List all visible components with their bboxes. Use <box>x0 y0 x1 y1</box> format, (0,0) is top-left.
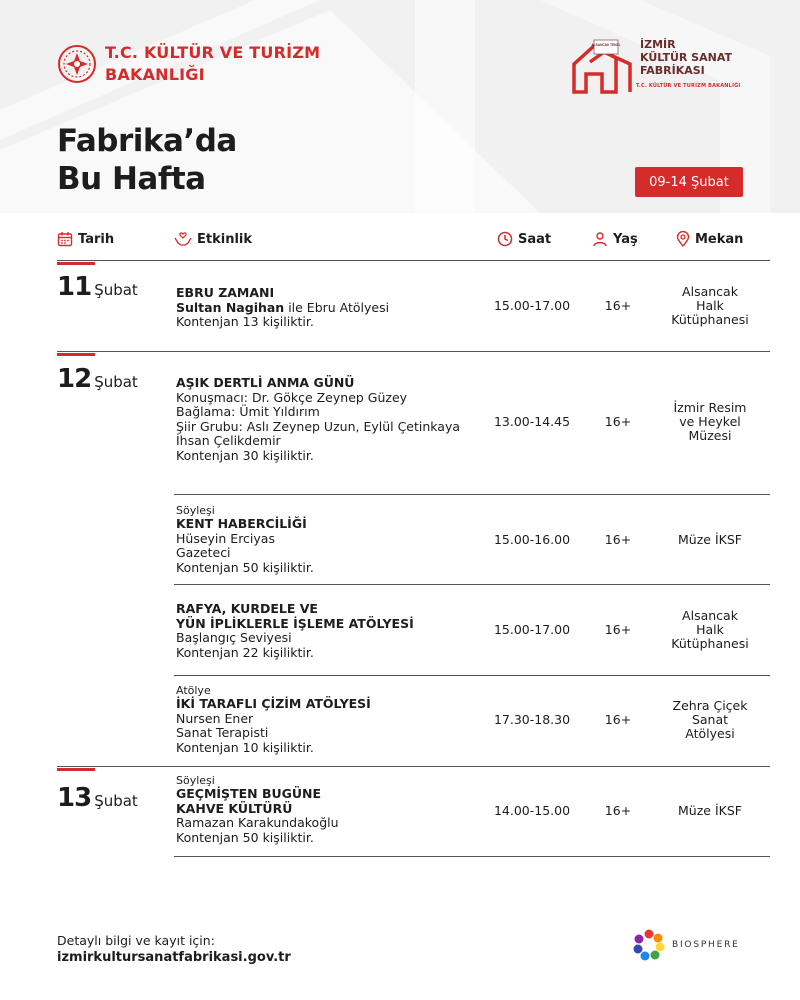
event-time: 14.00-15.00 <box>493 803 571 818</box>
calendar-icon <box>57 231 73 247</box>
column-header-saat <box>497 231 551 247</box>
day-label-12 <box>57 364 138 394</box>
event-age: 16+ <box>604 414 632 429</box>
event-detail: İhsan Çelikdemir <box>176 433 281 448</box>
event-venue <box>650 285 770 327</box>
event-name: KENT HABERCİLİĞİ <box>176 516 307 531</box>
event-venue-line: ve Heykel <box>679 414 741 429</box>
event-time: 17.30-18.30 <box>493 712 571 727</box>
day-label-13 <box>57 783 138 813</box>
day-number: 13 <box>57 783 92 813</box>
event-age: 16+ <box>604 298 632 313</box>
fabrika-subtitle: T.C. KÜLTÜR VE TURİZM BAKANLIĞI <box>636 83 741 89</box>
divider <box>174 494 770 495</box>
event-name-line: KAHVE KÜLTÜRÜ <box>176 800 293 816</box>
hands-heart-icon <box>174 231 192 247</box>
biosphere-text: BIOSPHERE <box>672 940 740 950</box>
event-venue <box>650 804 770 818</box>
event-detail: Sanat Terapisti <box>176 725 269 740</box>
divider <box>174 856 770 857</box>
column-header-yas <box>592 231 638 247</box>
person-icon <box>592 231 608 247</box>
event-capacity: Kontenjan 50 kişiliktir. <box>176 559 314 575</box>
footer-info-text: Detaylı bilgi ve kayıt için: <box>57 933 215 948</box>
event-detail: Başlangıç Seviyesi <box>176 630 292 645</box>
fabrika-house-icon <box>572 38 636 94</box>
column-header-mekan-label: Mekan <box>695 231 744 247</box>
event-host-rest: ile Ebru Atölyesi <box>284 299 390 315</box>
event-age: 16+ <box>604 532 632 547</box>
event-detail: Konuşmacı: Dr. Gökçe Zeynep Güzey <box>176 389 408 405</box>
event-kent-haberciligi <box>176 504 314 575</box>
fabrika-name-line1: İZMİR <box>640 38 676 51</box>
event-rafya-kurdele <box>176 602 414 660</box>
event-capacity: Kontenjan 50 kişiliktir. <box>176 829 314 845</box>
event-venue-line: Atölyesi <box>685 726 735 741</box>
biosphere-flower-icon <box>632 928 666 962</box>
event-venue-line: Zehra Çiçek <box>672 698 748 713</box>
divider <box>57 766 770 767</box>
event-age: 16+ <box>604 712 632 727</box>
event-venue-line: Halk <box>696 298 724 313</box>
event-gecmisten-bugune <box>176 774 339 845</box>
logo-badge-text: ALSANCAK TEKEL <box>591 43 621 47</box>
ministry-seal-icon <box>57 44 97 84</box>
column-header-mekan <box>676 231 743 247</box>
divider <box>57 351 770 352</box>
day-number: 11 <box>57 272 92 302</box>
day-month: Şubat <box>94 281 138 299</box>
event-asik-dertli <box>176 376 460 463</box>
website-link[interactable]: izmirkultursanatfabrikasi.gov.tr <box>57 950 291 965</box>
divider <box>174 675 770 676</box>
page-title <box>57 122 237 198</box>
clock-icon <box>497 231 513 247</box>
event-time: 15.00-17.00 <box>493 622 571 637</box>
event-venue-line: Kütüphanesi <box>671 312 749 327</box>
column-header-tarih <box>57 231 114 247</box>
event-ebru-zamani <box>176 286 389 330</box>
header-banner <box>0 0 800 213</box>
day-marker <box>57 353 95 356</box>
event-detail: Şiir Grubu: Aslı Zeynep Uzun, Eylül Çetinkaya <box>176 418 461 434</box>
event-venue <box>650 609 770 651</box>
fabrika-name-line2: KÜLTÜR SANAT <box>640 51 732 64</box>
column-header-saat-label: Saat <box>518 231 552 247</box>
event-venue <box>650 401 770 443</box>
event-venue-line: Kütüphanesi <box>671 636 749 651</box>
event-name-line: GEÇMİŞTEN BUGÜNE <box>176 786 322 801</box>
event-category: Söyleşi <box>176 774 215 787</box>
event-capacity: Kontenjan 30 kişiliktir. <box>176 447 314 463</box>
ministry-logo <box>57 42 320 86</box>
column-header-etkinlik-label: Etkinlik <box>197 231 253 247</box>
event-detail: Gazeteci <box>176 545 231 560</box>
column-header-yas-label: Yaş <box>613 231 638 247</box>
footer-info <box>57 932 291 966</box>
ministry-name-line1: T.C. KÜLTÜR VE TURİZM <box>105 43 321 62</box>
event-age: 16+ <box>604 622 632 637</box>
event-venue <box>650 699 770 741</box>
event-name: AŞIK DERTLİ ANMA GÜNÜ <box>176 375 355 390</box>
event-age: 16+ <box>604 803 632 818</box>
divider <box>174 584 770 585</box>
event-venue-line: İzmir Resim <box>673 400 747 415</box>
event-host-name: Sultan Nagihan <box>176 299 285 315</box>
day-month: Şubat <box>94 373 138 391</box>
location-pin-icon <box>676 231 690 247</box>
event-name: İKİ TARAFLI ÇİZİM ATÖLYESİ <box>176 696 371 711</box>
event-detail: Ramazan Karakundakoğlu <box>176 815 339 830</box>
day-marker <box>57 768 95 771</box>
event-venue-line: Alsancak <box>682 608 738 623</box>
column-header-tarih-label: Tarih <box>78 231 115 247</box>
event-detail: Hüseyin Erciyas <box>176 530 275 546</box>
event-venue-line: Müze İKSF <box>678 803 742 818</box>
day-month: Şubat <box>94 792 138 810</box>
event-detail: Bağlama: Ümit Yıldırım <box>176 404 320 419</box>
event-capacity: Kontenjan 13 kişiliktir. <box>176 314 314 329</box>
biosphere-logo <box>632 928 740 962</box>
ministry-name-line2: BAKANLIĞI <box>105 65 205 84</box>
event-venue <box>650 533 770 547</box>
event-time: 15.00-17.00 <box>493 298 571 313</box>
date-range-badge: 09-14 Şubat <box>635 167 743 197</box>
day-number: 12 <box>57 364 92 394</box>
page-title-line1: Fabrika’da <box>57 123 237 159</box>
event-venue-line: Alsancak <box>682 284 738 299</box>
event-capacity: Kontenjan 22 kişiliktir. <box>176 644 314 660</box>
event-name-line: RAFYA, KURDELE VE <box>176 601 318 616</box>
fabrika-logo <box>572 38 741 94</box>
page-title-line2: Bu Hafta <box>57 161 206 197</box>
day-marker <box>57 262 95 265</box>
event-venue-line: Müzesi <box>688 428 732 443</box>
event-detail: Nursen Ener <box>176 710 254 726</box>
event-capacity: Kontenjan 10 kişiliktir. <box>176 739 314 755</box>
day-label-11 <box>57 272 138 302</box>
event-name-line: YÜN İPLİKLERLE İŞLEME ATÖLYESİ <box>176 615 414 631</box>
event-time: 15.00-16.00 <box>493 532 571 547</box>
event-host <box>176 301 389 316</box>
event-venue-line: Sanat <box>691 712 729 727</box>
event-iki-tarafli-cizim <box>176 684 371 755</box>
event-category: Söyleşi <box>176 504 215 517</box>
event-venue-line: Müze İKSF <box>678 532 742 547</box>
event-name: EBRU ZAMANI <box>176 285 275 300</box>
divider <box>57 260 770 261</box>
column-header-etkinlik <box>174 231 252 247</box>
fabrika-name-line3: FABRİKASI <box>640 64 705 77</box>
event-category: Atölye <box>176 684 211 697</box>
event-venue-line: Halk <box>696 622 724 637</box>
event-time: 13.00-14.45 <box>493 414 571 429</box>
